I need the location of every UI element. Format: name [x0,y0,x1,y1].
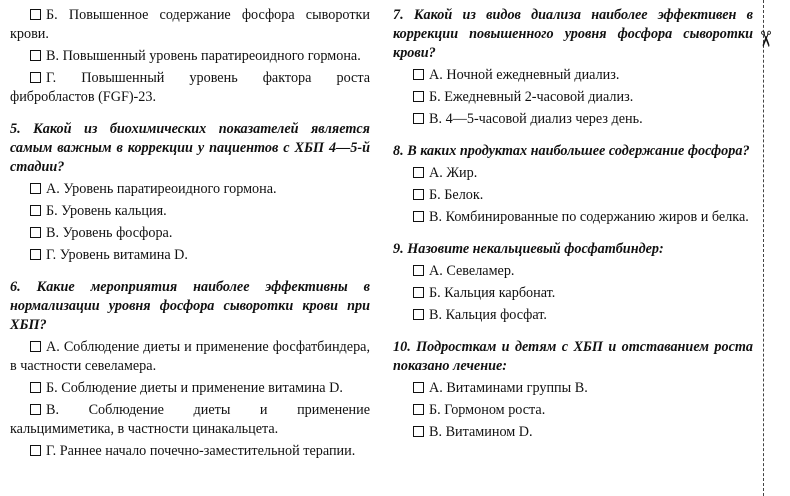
option-letter: В. [429,209,443,225]
checkbox-icon[interactable] [413,309,424,320]
option-letter: А. [429,263,443,279]
checkbox-icon[interactable] [413,91,424,102]
answer-option[interactable] [393,66,753,85]
option-text: Соблюдение диеты и применение фосфатбиндера, в частности севеламера. [10,339,371,374]
option-letter: Б. [429,285,441,301]
checkbox-icon[interactable] [413,211,424,222]
option-letter: Б. [429,402,441,418]
checkbox-icon[interactable] [413,287,424,298]
answer-option[interactable] [10,6,370,44]
question-7: 7. Какой из видов диализа наиболее эффективен в коррекции повышенного уровня фосфора сыворотки крови? [393,7,753,61]
answer-option[interactable] [393,284,753,303]
option-letter: А. [429,67,443,83]
question-6: 6. Какие мероприятия наиболее эффективны в нормализации уровня фосфора сыворотки крови при ХБП? [10,279,370,333]
answer-option[interactable] [10,246,370,265]
option-letter: Б. [46,7,58,23]
checkbox-icon[interactable] [30,341,41,352]
checkbox-icon[interactable] [30,50,41,61]
checkbox-icon[interactable] [30,227,41,238]
option-text: Ночной ежедневный диализ. [446,67,620,83]
left-column [10,6,370,461]
option-letter: Б. [429,187,441,203]
question-5: 5. Какой из биохимических показателей является самым важным в коррекции у пациентов с ХБП 4—5-й стадии? [10,121,370,175]
answer-option[interactable] [10,47,370,66]
checkbox-icon[interactable] [30,183,41,194]
checkbox-icon[interactable] [30,382,41,393]
option-text: Витамином D. [445,424,533,440]
option-text: Раннее начало почечно-заместительной терапии. [59,443,356,459]
option-letter: Б. [46,380,58,396]
cut-line [763,0,764,496]
option-letter: Б. [429,89,441,105]
checkbox-icon[interactable] [30,249,41,260]
answer-option[interactable] [393,208,753,227]
question-10: 10. Подросткам и детям с ХБП и отставанием роста показано лечение: [393,339,753,374]
option-text: Витаминами группы В. [446,380,588,396]
option-text: Повышенное содержание фосфора сыворотки крови. [10,7,371,42]
option-text: Уровень фосфора. [62,225,173,241]
option-text: Повышенный уровень фактора роста фибробластов (FGF)-23. [10,70,371,105]
option-text: Жир. [446,165,478,181]
option-letter: В. [429,424,443,440]
answer-option[interactable] [393,164,753,183]
answer-option[interactable] [10,202,370,221]
checkbox-icon[interactable] [413,265,424,276]
answer-option[interactable] [393,401,753,420]
option-letter: А. [429,380,443,396]
option-text: Севеламер. [446,263,515,279]
option-letter: Г. [46,247,57,263]
checkbox-icon[interactable] [413,167,424,178]
answer-option[interactable] [393,379,753,398]
option-text: Белок. [444,187,484,203]
answer-option[interactable] [10,224,370,243]
answer-option[interactable] [10,401,370,439]
option-letter: А. [46,181,60,197]
option-text: Комбинированные по содержанию жиров и белка. [445,209,749,225]
checkbox-icon[interactable] [30,72,41,83]
option-text: Соблюдение диеты и применение витамина D. [61,380,343,396]
option-text: Повышенный уровень паратиреоидного гормона. [62,48,361,64]
question-8: 8. В каких продуктах наибольшее содержание фосфора? [393,143,750,159]
option-text: Кальция фосфат. [445,307,547,323]
option-text: Ежедневный 2-часовой диализ. [444,89,634,105]
answer-option[interactable] [393,262,753,281]
checkbox-icon[interactable] [30,9,41,20]
option-letter: Г. [46,70,57,86]
checkbox-icon[interactable] [413,113,424,124]
answer-option[interactable] [10,338,370,376]
answer-option[interactable] [393,110,753,129]
option-text: Соблюдение диеты и применение кальцимиметика, в частности цинакальцета. [10,402,370,437]
answer-option[interactable] [10,69,370,107]
option-letter: В. [429,111,443,127]
checkbox-icon[interactable] [413,426,424,437]
checkbox-icon[interactable] [30,404,41,415]
checkbox-icon[interactable] [30,445,41,456]
option-letter: А. [429,165,443,181]
option-text: Кальция карбонат. [444,285,556,301]
option-letter: В. [46,402,60,418]
option-text: 4—5-часовой диализ через день. [445,111,643,127]
option-letter: А. [46,339,60,355]
option-letter: Б. [46,203,58,219]
option-letter: Г. [46,443,57,459]
checkbox-icon[interactable] [413,69,424,80]
option-text: Уровень витамина D. [59,247,188,263]
answer-option[interactable] [393,186,753,205]
option-text: Уровень кальция. [61,203,167,219]
answer-option[interactable] [393,423,753,442]
checkbox-icon[interactable] [413,404,424,415]
answer-option[interactable] [10,442,370,461]
scissors-icon: ✂ [752,29,778,49]
option-letter: В. [429,307,443,323]
checkbox-icon[interactable] [413,382,424,393]
right-column [393,6,753,442]
option-letter: В. [46,225,60,241]
answer-option[interactable] [10,379,370,398]
option-text: Уровень паратиреоидного гормона. [63,181,277,197]
answer-option[interactable] [393,306,753,325]
option-letter: В. [46,48,60,64]
question-9: 9. Назовите некальциевый фосфатбиндер: [393,241,664,257]
answer-option[interactable] [10,180,370,199]
checkbox-icon[interactable] [30,205,41,216]
option-text: Гормоном роста. [444,402,546,418]
checkbox-icon[interactable] [413,189,424,200]
answer-option[interactable] [393,88,753,107]
